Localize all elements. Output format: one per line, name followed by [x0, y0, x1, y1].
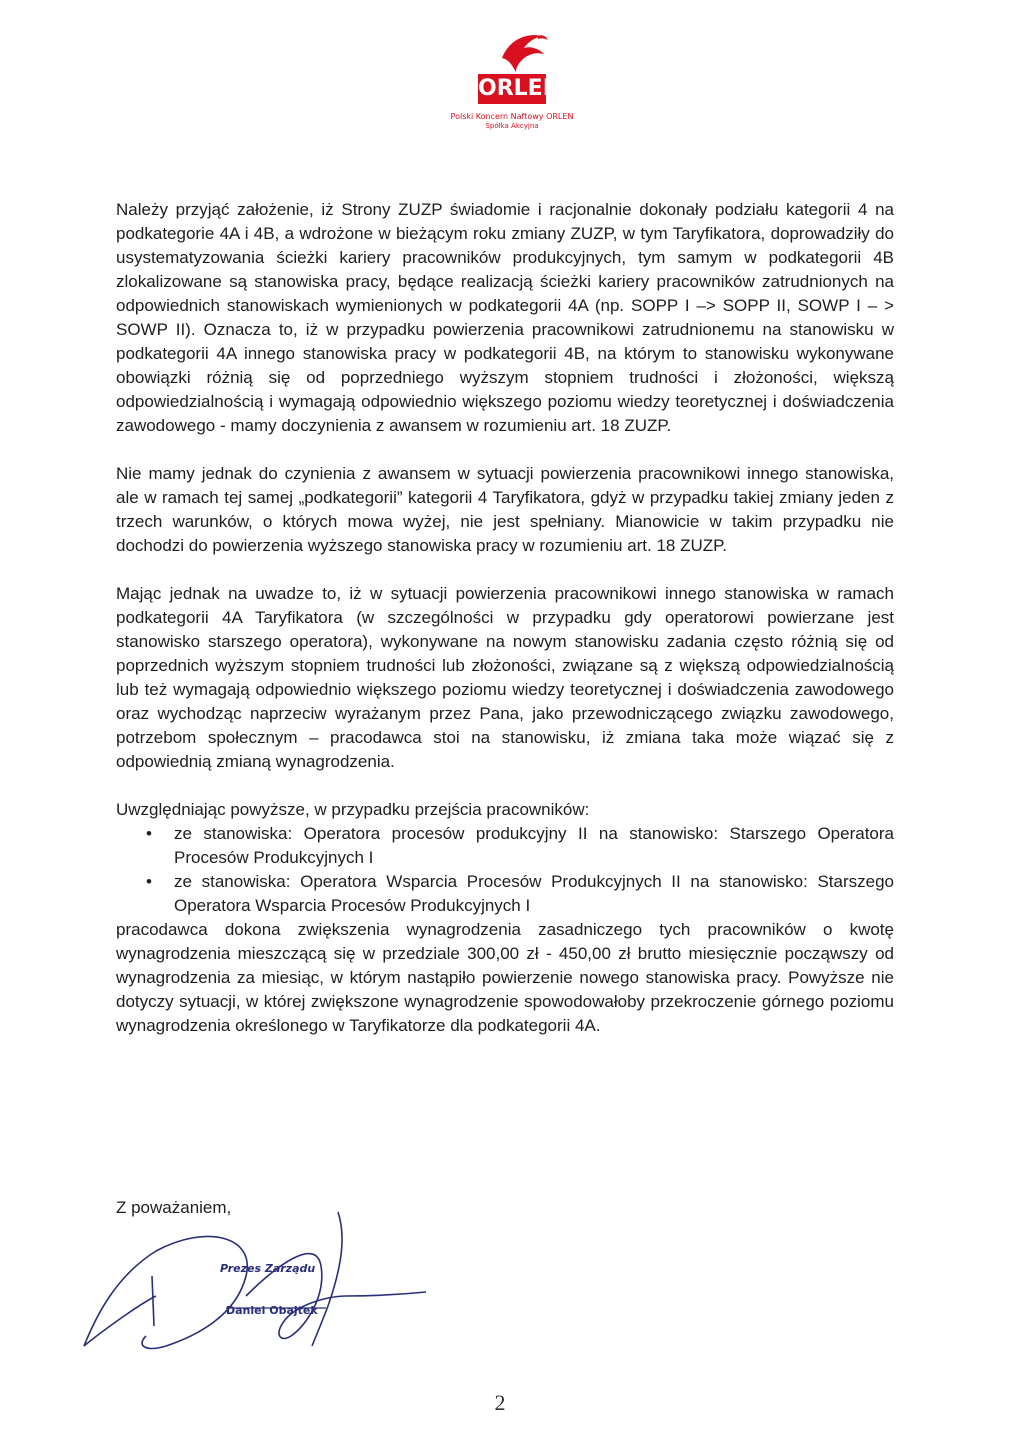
company-name: Polski Koncern Naftowy ORLEN: [450, 112, 574, 121]
list-intro: Uwzględniając powyższe, w przypadku przejścia pracowników:: [116, 800, 590, 819]
stamp-name: Daniel Obajtek: [226, 1304, 318, 1317]
list-tail: pracodawca dokona zwiększenia wynagrodzenia zasadniczego tych pracowników o kwotę wynagrodzenia mieszczącą się w przedziale 300,00 zł - 450,00 zł brutto miesięcznie począwszy od wynagrodzenia za miesiąc, w którym nastąpiło powierzenie nowego stanowiska pracy. Powyższe nie dotyczy sytuacji, w której zwiększone wynagrodzenie spowodowałoby przekroczenie górnego poziomu wynagrodzenia określonego w Taryfikatorze dla podkategorii 4A.: [116, 920, 894, 1035]
page-number: 2: [494, 1390, 506, 1415]
stamp-title: Prezes Zarządu: [220, 1262, 316, 1275]
eagle-icon: [498, 28, 550, 74]
paragraph: Nie mamy jednak do czynienia z awansem w sytuacji powierzenia pracownikowi innego stanowiska, ale w ramach tej samej „podkategorii” kategorii 4 Taryfikatora, gdyż w przypadku takiej zmiany jeden z trzech warunków, o których mowa wyżej, nie jest spełniany. Mianowicie w takim przypadku nie dochodzi do powierzenia wyższego stanowiska pracy w rozumieniu art. 18 ZUZP.: [116, 464, 894, 555]
paragraph: Mając jednak na uwadze to, iż w sytuacji powierzenia pracownikowi innego stanowiska w ramach podkategorii 4A Taryfikatora (w szczególności w przypadku gdy operatorowi powierzane jest stanowisko starszego operatora), wykonywane na nowym stanowisku zadania często różnią się od poprzednich wyższym stopniem trudności lub złożoności, związane są z większą odpowiedzialnością lub też wymagają odpowiednio większego poziomu wiedzy teoretycznej i doświadczenia zawodowego oraz wychodząc naprzeciw wyrażanym przez Pana, jako przewodniczącego związku zawodowego, potrzebom społecznym – pracodawca stoi na stanowisku, iż zmiana taka może wiązać się z odpowiednią zmianą wynagrodzenia.: [116, 584, 894, 771]
handwritten-signature: [76, 1196, 436, 1356]
closing-salutation: Z poważaniem,: [116, 1198, 232, 1217]
paragraph: Należy przyjąć założenie, iż Strony ZUZP świadomie i racjonalnie dokonały podziału kategorii 4 na podkategorie 4A i 4B, a wdrożone w bieżącym roku zmiany ZUZP, w tym Taryfikatora, doprowadziły do usystematyzowania ścieżki kariery pracowników produkcyjnych, tym samym w podkategorii 4B zlokalizowane są stanowiska pracy, będące realizacją ścieżki kariery pracowników zatrudnionych na odpowiednich stanowiskach wymienionych w podkategorii 4A (np. SOPP I –> SOPP II, SOWP I – > SOWP II). Oznacza to, iż w przypadku powierzenia pracownikowi zatrudnionemu na stanowisku w podkategorii 4A innego stanowiska pracy w podkategorii 4B, na którym to stanowisku wykonywane obowiązki różnią się od poprzedniego wyższym stopniem trudności i złożoności, większą odpowiedzialnością i wymagają odpowiednio większego poziomu wiedzy teoretycznej i doświadczenia zawodowego - mamy doczynienia z awansem w rozumieniu art. 18 ZUZP.: [116, 200, 894, 435]
company-form: Spółka Akcyjna: [485, 122, 539, 130]
bullet-list: [116, 822, 894, 918]
list-item: • ze stanowiska: Operatora procesów produkcyjny II na stanowisko: Starszego Operatora Procesów Produkcyjnych I: [174, 822, 894, 870]
letter-body: [116, 198, 894, 1038]
list-item: • ze stanowiska: Operatora Wsparcia Procesów Produkcyjnych II na stanowisko: Starszego Operatora Wsparcia Procesów Produkcyjnych I: [174, 870, 894, 918]
logo-text: ORLEN: [478, 74, 546, 104]
